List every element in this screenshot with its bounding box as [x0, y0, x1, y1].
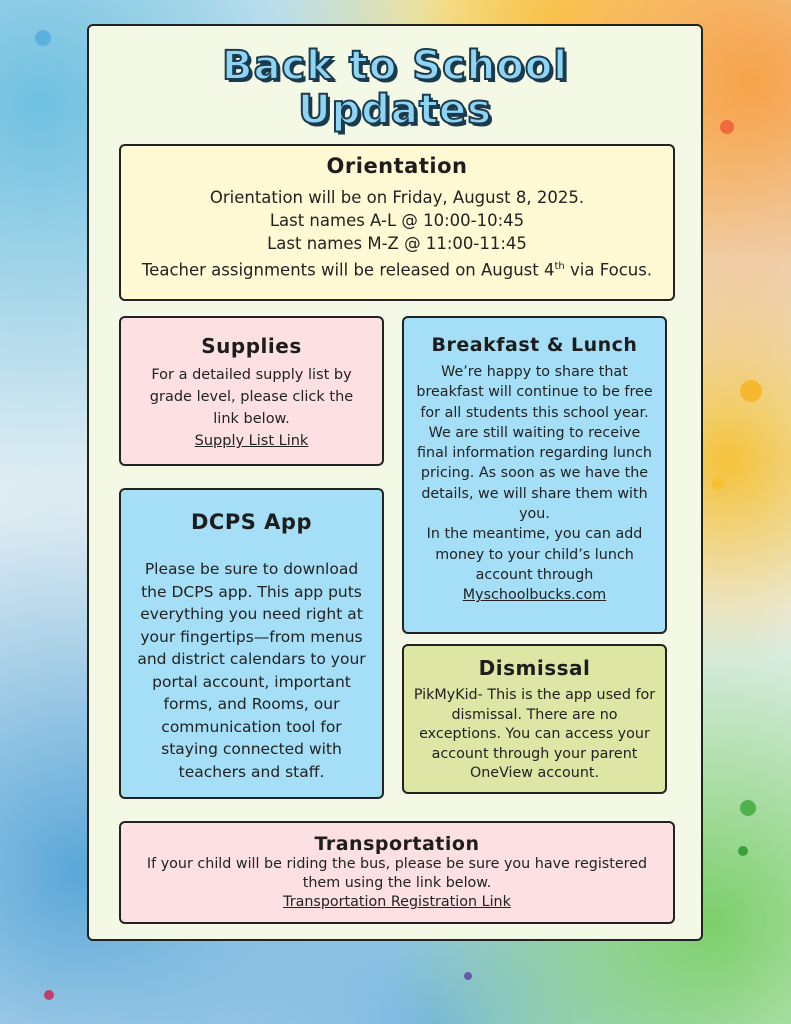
orientation-group-a: Last names A-L @ 10:00-10:45 — [269, 211, 525, 230]
orientation-teacher-assignments: Teacher assignments will be released on August 4th via Focus. — [141, 260, 653, 280]
myschoolbucks-link[interactable]: Myschoolbucks.com — [462, 587, 607, 604]
flyer-card — [87, 24, 703, 941]
transportation-registration-link[interactable]: Transportation Registration Link — [283, 894, 511, 910]
breakfast-lunch-text: We’re happy to share that breakfast will continue to be free for all students this school year. We are still waiting to receive final information regarding lunch pricing. As soon as we have the details, we will share them with you. — [416, 364, 653, 523]
title-line-1: Back to School — [222, 43, 568, 89]
paint-splatter — [44, 990, 54, 1000]
paint-splatter — [740, 380, 762, 402]
dcps-app-heading: DCPS App — [191, 510, 312, 534]
orientation-box — [119, 144, 675, 301]
dismissal-box — [402, 644, 667, 794]
paint-splatter — [35, 30, 51, 46]
paint-splatter — [740, 800, 756, 816]
supplies-heading: Supplies — [201, 334, 302, 358]
dismissal-text: PikMyKid- This is the app used for dismissal. There are no exceptions. You can access your account through your parent OneView account. — [413, 687, 656, 781]
orientation-heading: Orientation — [326, 154, 468, 178]
orientation-date: Orientation will be on Friday, August 8, 2025. — [209, 188, 585, 207]
transportation-box — [119, 821, 675, 924]
transportation-heading: Transportation — [314, 833, 480, 855]
breakfast-lunch-heading: Breakfast & Lunch — [431, 334, 638, 356]
page-title — [89, 44, 701, 132]
supply-list-link[interactable]: Supply List Link — [194, 433, 309, 449]
dcps-app-box — [119, 488, 384, 799]
supplies-box — [119, 316, 384, 466]
paint-splatter — [464, 972, 472, 980]
paint-splatter — [738, 846, 748, 856]
breakfast-lunch-text-2: In the meantime, you can add money to your child’s lunch account through — [426, 526, 643, 583]
dismissal-heading: Dismissal — [478, 656, 591, 680]
paint-splatter — [712, 478, 724, 490]
transportation-text: If your child will be riding the bus, please be sure you have registered them using the link below. — [146, 856, 648, 891]
title-line-2: Updates — [298, 87, 492, 133]
dcps-app-text: Please be sure to download the DCPS app. This app puts everything you need right at your fingertips—from menus and district calendars to your portal account, important forms, and Rooms, our communication tool for staying connected with teachers and staff. — [137, 560, 366, 781]
breakfast-lunch-box — [402, 316, 667, 634]
orientation-group-b: Last names M-Z @ 11:00-11:45 — [267, 234, 527, 253]
supplies-text: For a detailed supply list by grade level, please click the link below. — [149, 367, 354, 427]
paint-splatter — [720, 120, 734, 134]
